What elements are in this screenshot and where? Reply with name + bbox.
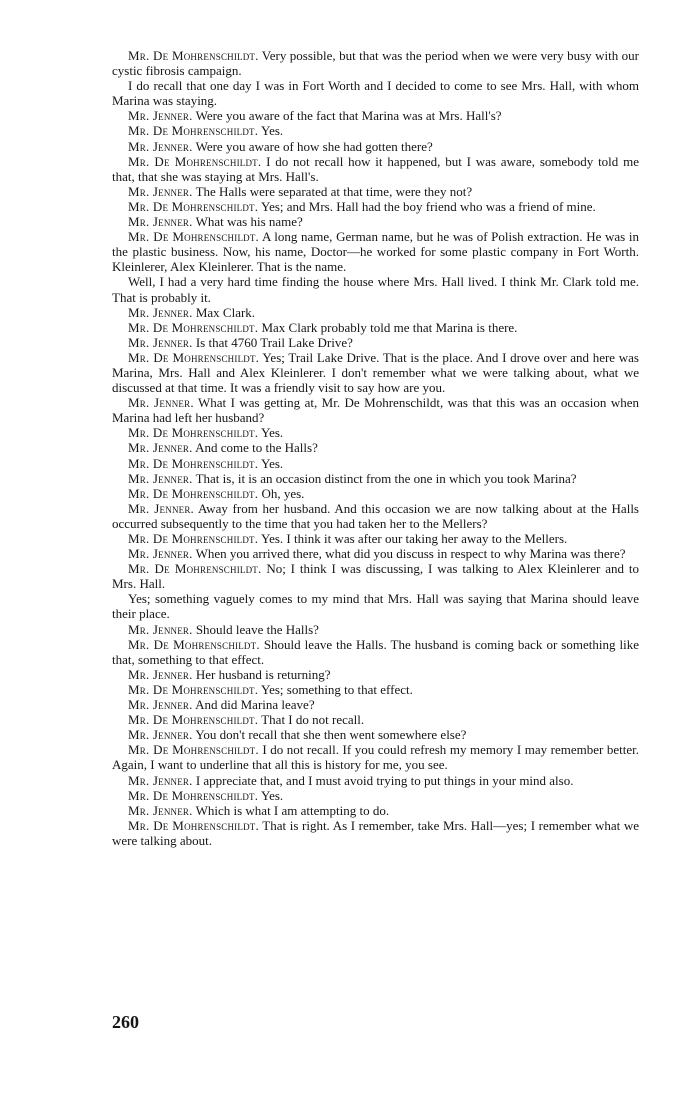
transcript-paragraph [112, 682, 639, 697]
transcript-paragraph [112, 139, 639, 154]
testimony-text: Which is what I am attempting to do. [192, 802, 390, 818]
speaker-label: Mr. De Mohrenschildt. [128, 123, 259, 139]
speaker-label: Mr. Jenner. [128, 621, 193, 637]
speaker-label: Mr. Jenner. [128, 772, 193, 788]
speaker-label: Mr. Jenner. [128, 802, 193, 818]
speaker-label: Mr. De Mohrenschildt. [128, 319, 259, 335]
transcript-paragraph [112, 637, 639, 667]
testimony-text: What I was getting at, Mr. De Mohrenschildt, was that this was an occasion when Marina had left her husband? [112, 395, 639, 426]
transcript-paragraph [112, 818, 639, 848]
testimony-text: No; I think I was discussing, I was talking to Alex Kleinlerer and to Mrs. Hall. [112, 561, 639, 592]
speaker-label: Mr. Jenner. [128, 500, 195, 516]
transcript-paragraph [112, 773, 639, 788]
transcript-paragraph [112, 274, 639, 304]
testimony-text: Is that 4760 Trail Lake Drive? [192, 334, 353, 350]
transcript-paragraph [112, 486, 639, 501]
testimony-text: Her husband is returning? [192, 666, 331, 682]
testimony-text: Yes; and Mrs. Hall had the boy friend who was a friend of mine. [258, 198, 596, 214]
testimony-text: You don't recall that she then went somewhere else? [192, 727, 467, 743]
speaker-label: Mr. De Mohrenschildt. [128, 561, 262, 577]
speaker-label: Mr. De Mohrenschildt. [128, 153, 262, 169]
transcript-paragraph [112, 803, 639, 818]
transcript-paragraph [112, 788, 639, 803]
testimony-text: Well, I had a very hard time finding the house where Mrs. Hall lived. I think Mr. Clark told me. That is probably it. [112, 274, 639, 305]
transcript-paragraph [112, 154, 639, 184]
speaker-label: Mr. De Mohrenschildt. [128, 531, 259, 546]
speaker-label: Mr. Jenner. [128, 183, 193, 199]
speaker-label: Mr. De Mohrenschildt. [128, 742, 259, 758]
testimony-text: Were you aware of how she had gotten there? [192, 138, 433, 154]
testimony-text: Yes. [258, 787, 284, 803]
transcript-paragraph [112, 667, 639, 682]
speaker-label: Mr. De Mohrenschildt. [128, 817, 259, 833]
transcript-paragraph [112, 456, 639, 471]
transcript-paragraph [112, 48, 639, 78]
transcript-paragraph [112, 214, 639, 229]
speaker-label: Mr. Jenner. [128, 214, 193, 230]
transcript-paragraph [112, 546, 639, 561]
transcript-paragraph [112, 320, 639, 335]
transcript-paragraph [112, 335, 639, 350]
transcript-paragraph [112, 184, 639, 199]
transcript-paragraph [112, 305, 639, 320]
speaker-label: Mr. De Mohrenschildt. [128, 198, 259, 214]
speaker-label: Mr. De Mohrenschildt. [128, 712, 259, 728]
transcript-paragraph [112, 501, 639, 531]
transcript-paragraph [112, 531, 639, 546]
speaker-label: Mr. Jenner. [128, 138, 193, 154]
speaker-label: Mr. Jenner. [128, 440, 193, 456]
transcript-paragraph [112, 622, 639, 637]
testimony-text: And come to the Halls? [192, 440, 318, 456]
testimony-text: Were you aware of the fact that Marina was at Mrs. Hall's? [192, 108, 502, 124]
transcript-paragraph [112, 350, 639, 395]
transcript-paragraph [112, 712, 639, 727]
speaker-label: Mr. De Mohrenschildt. [128, 636, 260, 652]
speaker-label: Mr. Jenner. [128, 697, 193, 713]
transcript-paragraph [112, 697, 639, 712]
speaker-label: Mr. De Mohrenschildt. [128, 787, 259, 803]
speaker-label: Mr. Jenner. [128, 727, 193, 743]
speaker-label: Mr. Jenner. [128, 108, 193, 124]
page-number: 260 [112, 1012, 139, 1032]
transcript-paragraph [112, 561, 639, 591]
transcript-paragraph [112, 591, 639, 621]
transcript-paragraph [112, 78, 639, 108]
transcript-paragraph [112, 123, 639, 138]
speaker-label: Mr. Jenner. [128, 334, 193, 350]
testimony-text: Oh, yes. [258, 485, 305, 501]
testimony-text: Yes. [258, 455, 284, 471]
testimony-text: I do recall that one day I was in Fort Worth and I decided to come to see Mrs. Hall, with whom Marina was staying. [112, 78, 639, 109]
testimony-text: Yes; Trail Lake Drive. That is the place. And I drove over and here was Marina, Mrs. Hall and Alex Kleinlerer. I don't remember what we were talking about, what we discussed at that time. It was a friendly visit to say how are you. [112, 349, 639, 396]
testimony-text: That is, it is an occasion distinct from the one in which you took Marina? [192, 470, 577, 486]
transcript-paragraph [112, 742, 639, 772]
testimony-text: And did Marina leave? [192, 697, 315, 713]
speaker-label: Mr. De Mohrenschildt. [128, 48, 259, 63]
speaker-label: Mr. Jenner. [128, 470, 193, 486]
testimony-text: I appreciate that, and I must avoid trying to put things in your mind also. [192, 772, 574, 788]
testimony-text: Yes. [258, 425, 284, 441]
testimony-text: Yes; something vaguely comes to my mind that Mrs. Hall was saying that Marina should leave their place. [112, 591, 639, 622]
transcript-paragraph [112, 727, 639, 742]
testimony-text: When you arrived there, what did you discuss in respect to why Marina was there? [192, 546, 626, 562]
testimony-text: I do not recall. If you could refresh my memory I may remember better. Again, I want to underline that all this is history for me, you see. [112, 742, 639, 773]
transcript-paragraph [112, 199, 639, 214]
transcript-body [112, 48, 639, 848]
speaker-label: Mr. Jenner. [128, 304, 193, 320]
transcript-paragraph [112, 425, 639, 440]
testimony-text: I do not recall how it happened, but I was aware, somebody told me that, that she was staying at Mrs. Hall's. [112, 153, 639, 184]
speaker-label: Mr. De Mohrenschildt. [128, 349, 260, 365]
testimony-text: Max Clark. [192, 304, 256, 320]
transcript-paragraph [112, 229, 639, 274]
speaker-label: Mr. De Mohrenschildt. [128, 425, 259, 441]
testimony-text: Yes. [258, 123, 284, 139]
speaker-label: Mr. Jenner. [128, 395, 194, 411]
testimony-text: That I do not recall. [258, 712, 365, 728]
testimony-text: That is right. As I remember, take Mrs. Hall—yes; I remember what we were talking about. [112, 817, 639, 848]
testimony-text: What was his name? [192, 214, 303, 230]
testimony-text: Should leave the Halls? [192, 621, 319, 637]
transcript-paragraph [112, 395, 639, 425]
speaker-label: Mr. De Mohrenschildt. [128, 681, 259, 697]
transcript-paragraph [112, 471, 639, 486]
testimony-text: Yes. I think it was after our taking her away to the Mellers. [258, 531, 568, 546]
testimony-text: Max Clark probably told me that Marina is there. [258, 319, 518, 335]
testimony-text: Should leave the Halls. The husband is coming back or something like that, something to that effect. [112, 636, 639, 667]
transcript-paragraph [112, 108, 639, 123]
testimony-text: Yes; something to that effect. [258, 681, 413, 697]
transcript-paragraph [112, 440, 639, 455]
speaker-label: Mr. De Mohrenschildt. [128, 455, 259, 471]
speaker-label: Mr. De Mohrenschildt. [128, 485, 259, 501]
testimony-text: Away from her husband. And this occasion we are now talking about at the Halls occurred subsequently to the time that you had taken her to the Mellers? [112, 500, 639, 531]
speaker-label: Mr. Jenner. [128, 546, 193, 562]
speaker-label: Mr. Jenner. [128, 666, 193, 682]
testimony-text: A long name, German name, but he was of Polish extraction. He was in the plastic business. Now, his name, Doctor—he worked for some plastic company in Fort Worth. Kleinlerer, Alex Kleinlerer. That is the name. [112, 229, 639, 275]
testimony-text: The Halls were separated at that time, were they not? [192, 183, 473, 199]
speaker-label: Mr. De Mohrenschildt. [128, 229, 260, 245]
testimony-text: Very possible, but that was the period when we were very busy with our cystic fibrosis campaign. [112, 48, 639, 79]
